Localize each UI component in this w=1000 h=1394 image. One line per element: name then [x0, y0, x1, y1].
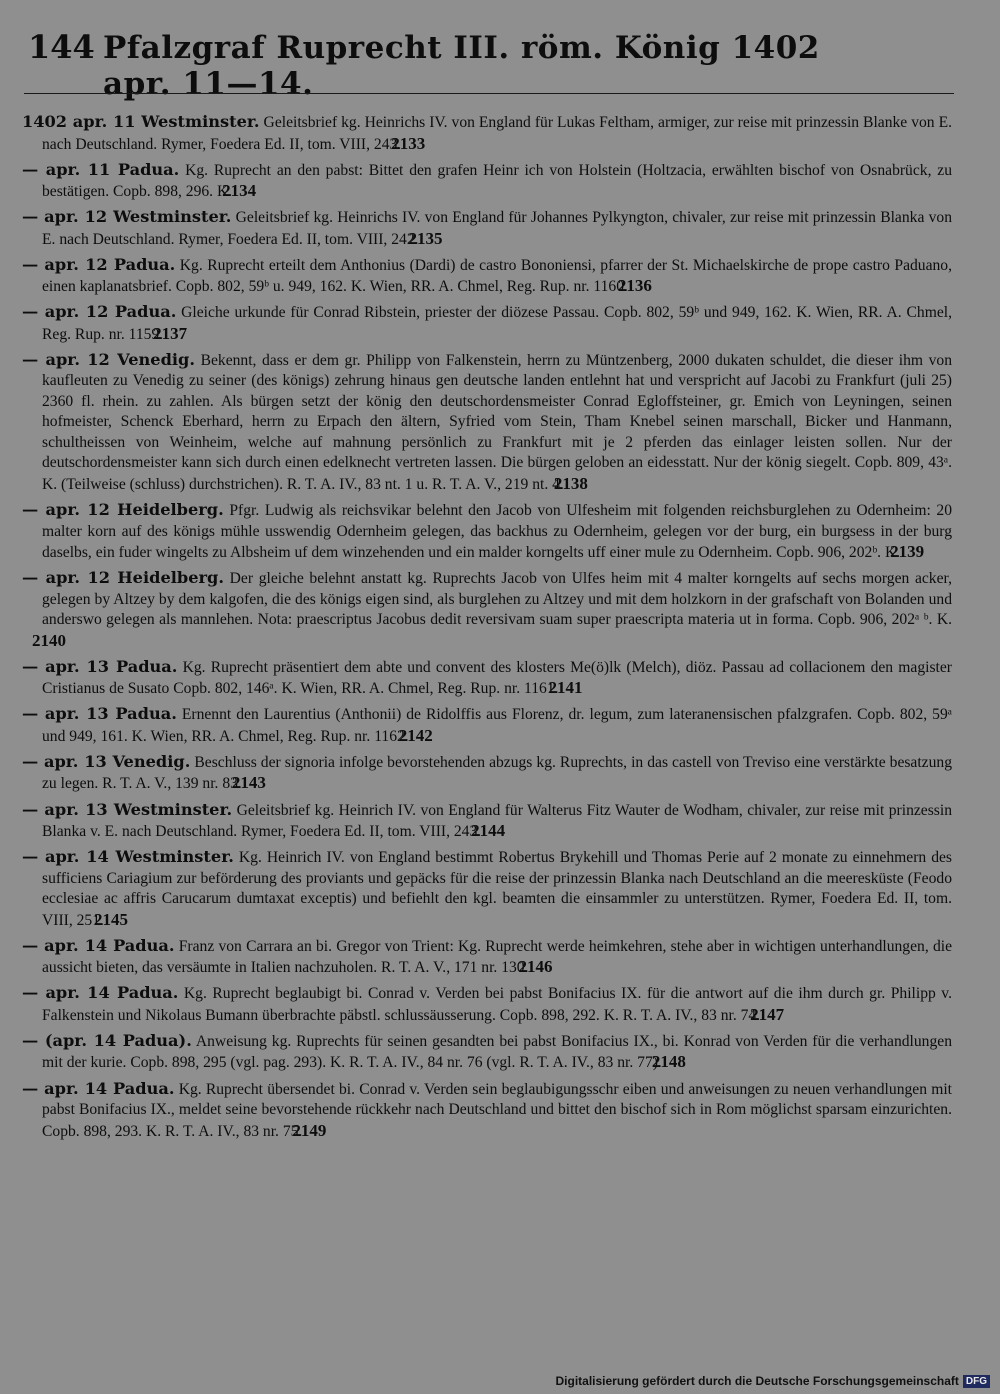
entry-date-place: — apr. 14 Padua.: [22, 983, 179, 1003]
entry-number: 2135: [408, 228, 443, 248]
entry-number: 2144: [471, 821, 506, 841]
page-number: 144: [28, 28, 95, 66]
entry-number: 2148: [651, 1052, 686, 1072]
entry-text: Bekennt, dass er dem gr. Philipp von Falkenstein, herrn zu Müntzenberg, 2000 dukaten schuldet, die dieser ihm von kaufleuten zu Venedig zu seiner (des königs) zehrung hinaus gen deutsche landen entlehnt hat und verspricht auf Jacobi zu Frankfurt (juli 25) 2360 fl. rhein. zu zahlen. Als bürgen setzt der könig den deutschordensmeister Conrad Egloffsteiner, gr. Emich von Leyningen, seinen hofmeister, Schenck Eberhard, herrn zu Erpach den ältern, Syfried vom Stein, Tham Knebel seinen marschall, Bicker und Hanmann, schultheissen von Weinheim, welche auf mahnung persönlich zu Frankfurt mit je 2 pferden das einlager leisten sollen. Nur der deutschordensmeister kann sich durch einen edelknecht vertreten lassen. Die bürgen geloben an eidesstatt. Nur der könig siegelt. Copb. 809, 43ᵃ. K. (Teilweise (schluss) durchstrichen). R. T. A. IV., 83 nt. 1 u. R. T. A. V., 219 nt. 4.: [42, 351, 952, 493]
regest-entry: [22, 302, 952, 345]
regest-entry: [22, 207, 952, 250]
footer: [555, 1374, 990, 1388]
entry-text: Geleitsbrief kg. Heinrichs IV. von England für Johannes Pylkyngton, chivaler, zur reise mit prinzessin Blanka von E. nach Deutschland. Rymer, Foedera Ed. II, tom. VIII, 242.: [42, 209, 952, 248]
regest-entry: [22, 1079, 952, 1143]
regest-entry: [22, 568, 952, 652]
entry-number: 2141: [548, 678, 583, 698]
entry-number: 2142: [398, 725, 433, 745]
regest-entry: [22, 350, 952, 496]
regest-entry: [22, 752, 952, 795]
entry-date-place: — apr. 14 Padua.: [22, 935, 175, 955]
regest-entry: [22, 800, 952, 843]
entry-date-place: 1402 apr. 11 Westminster.: [22, 112, 260, 131]
entry-number: 2138: [553, 473, 588, 493]
page-header: [28, 28, 868, 102]
header-rule: [24, 93, 954, 94]
entry-number: 2149: [292, 1120, 327, 1140]
entry-number: 2137: [153, 323, 188, 343]
regest-entry: [22, 847, 952, 931]
entry-number: 2146: [518, 957, 553, 977]
entry-date-place: — apr. 12 Padua.: [22, 254, 176, 274]
entry-date-place: — apr. 12 Venedig.: [22, 349, 195, 369]
entry-number: 2147: [750, 1004, 785, 1024]
entry-date-place: — apr. 13 Padua.: [22, 656, 178, 676]
entry-number: 2140: [32, 630, 66, 650]
regest-entry: [22, 936, 952, 979]
entry-text: Kg. Heinrich IV. von England bestimmt Robertus Brykehill und Thomas Perie auf 2 monate zu einnehmern des sufficiens Cariagium zur beförderung des proviants und gepäcks für die reise der prinzessin Blanka nach Deutschland an die meeresküste (Feodo ecclesiae ac affris Carucarum dumtaxat exceptis) und befiehlt den kgl. beamten die einsammler zu unterstützen. Rymer, Foedera Ed. II, tom. VIII, 251.: [42, 849, 952, 929]
entry-text: Pfgr. Ludwig als reichsvikar belehnt den Jacob von Ulfesheim mit folgenden reichsburglehen zu Odernheim: 20 malter korn auf des königs mühle usswendig Odernheim gelegen, das backhus zu Odernheim, gelegen vor der burg, ein burgsess in der burg daselbs, ein fuder wingelts zu Albsheim uf dem winzehenden und ein malder korngelts uff einer mule zu Odernheim. Copb. 906, 202ᵇ. K.: [42, 502, 952, 562]
entry-date-place: — apr. 13 Westminster.: [22, 799, 233, 819]
entry-text: Beschluss der signoria infolge bevorstehenden abzugs kg. Ruprechts, in das castell von Treviso eine verstärkte besatzung zu legen. R. T. A. V., 139 nr. 83.: [42, 753, 952, 793]
entry-number: 2133: [391, 133, 426, 153]
entry-text: Franz von Carrara an bi. Gregor von Trient: Kg. Ruprecht werde heimkehren, stehe aber in wichtigen unterhandlungen, die aussicht bieten, das versäumte in Italien nachzuholen. R. T. A. V., 171 nr. 130.: [42, 937, 952, 977]
entries-list: [22, 112, 952, 1147]
entry-text: Geleitsbrief kg. Heinrich IV. von England für Walterus Fitz Wauter de Wodham, chivaler, zur reise mit prinzessin Blanka v. E. nach Deutschland. Rymer, Foedera Ed. II, tom. VIII, 243.: [42, 801, 952, 841]
entry-number: 2139: [890, 542, 925, 562]
regest-entry: [22, 1031, 952, 1074]
regest-entry: [22, 704, 952, 747]
entry-date-place: — apr. 13 Venedig.: [22, 751, 191, 771]
entry-date-place: — (apr. 14 Padua).: [22, 1030, 192, 1050]
entry-text: Kg. Ruprecht an den pabst: Bittet den grafen Heinr ich von Holstein (Holtzacia, erwählten bischof von Osnabrück, zu bestätigen. Copb. 898, 296. K.: [42, 161, 952, 201]
entry-text: Geleitsbrief kg. Heinrichs IV. von England für Lukas Feltham, armiger, zur reise mit prinzessin Blanke von E. nach Deutschland. Rymer, Foedera Ed. II, tom. VIII, 243.: [42, 114, 952, 153]
entry-text: Gleiche urkunde für Conrad Ribstein, priester der diözese Passau. Copb. 802, 59ᵇ und 949, 162. K. Wien, RR. A. Chmel, Reg. Rup. nr. 1159.: [42, 304, 952, 343]
regest-entry: [22, 983, 952, 1026]
regest-entry: [22, 112, 952, 155]
entry-date-place: — apr. 11 Padua.: [22, 159, 180, 179]
running-title: Pfalzgraf Ruprecht III. röm. König 1402 apr. 11—14.: [102, 30, 820, 102]
entry-number: 2143: [231, 773, 266, 793]
entry-date-place: — apr. 14 Padua.: [22, 1078, 175, 1098]
entry-date-place: — apr. 14 Westminster.: [22, 847, 234, 867]
entry-date-place: — apr. 12 Westminster.: [22, 207, 232, 227]
dfg-logo-icon: DFG: [963, 1375, 990, 1388]
entry-text: Kg. Ruprecht erteilt dem Anthonius (Dardi) de castro Bononiensi, pfarrer der St. Michaelskirche de prope castro Paduano, einen kaplanatsbrief. Copb. 802, 59ᵇ u. 949, 162. K. Wien, RR. A. Chmel, Reg. Rup. nr. 1160.: [42, 256, 952, 296]
entry-text: Kg. Ruprecht übersendet bi. Conrad v. Verden sein beglaubigungsschr eiben und anweisungen zu neuen verhandlungen mit pabst Bonifacius IX., meldet seine bevorstehende rückkehr nach Deutschland und bittet den bischof sich in Rom möglichst sparsam einzurichten. Copb. 898, 293. K. R. T. A. IV., 83 nr. 75.: [42, 1080, 953, 1140]
regest-entry: [22, 255, 952, 298]
entry-text: Anweisung kg. Ruprechts für seinen gesandten bei pabst Bonifacius IX., bi. Konrad von Verden für die verhandlungen mit der kurie. Copb. 898, 295 (vgl. pag. 293). K. R. T. A. IV., 84 nr. 76 (vgl. R. T. A. IV., 83 nr. 77).: [42, 1032, 952, 1072]
regest-entry: [22, 160, 952, 203]
regest-entry: [22, 500, 952, 564]
entry-date-place: — apr. 13 Padua.: [22, 704, 177, 724]
entry-date-place: — apr. 12 Heidelberg.: [22, 568, 225, 588]
entry-number: 2134: [222, 181, 257, 201]
entry-number: 2136: [617, 276, 652, 296]
entry-text: Kg. Ruprecht präsentiert dem abte und convent des klosters Me(ö)lk (Melch), diöz. Passau ad collacionem den magister Cristianus de Susato Copb. 802, 146ᵃ. K. Wien, RR. A. Chmel, Reg. Rup. nr. 1161.: [42, 658, 952, 698]
regest-entry: [22, 657, 952, 700]
entry-date-place: — apr. 12 Padua.: [22, 302, 177, 322]
entry-text: Der gleiche belehnt anstatt kg. Ruprechts Jacob von Ulfes heim mit 4 malter korngelts auf sechs morgen acker, gelegen by Altzey by dem kalgofen, die des königs eigen sind, als burglehen zu Altzey und mit dem holzkorn in der grafschaft von Bolanden und anderswo gelegen als mannlehen. Nota: praescriptus Jacobus dedit reversivam suam super praescripta materia ut in forma. Copb. 906, 202ᵃ ᵇ. K.: [42, 570, 952, 629]
footer-text: Digitalisierung gefördert durch die Deutsche Forschungsgemeinschaft: [555, 1374, 959, 1388]
entry-number: 2145: [93, 909, 128, 929]
entry-text: Kg. Ruprecht beglaubigt bi. Conrad v. Verden bei pabst Bonifacius IX. für die antwort auf die ihm durch gr. Philipp v. Falkenstein und Nikolaus Bumann überbrachte päbstl. schlussäusserung. Copb. 898, 292. K. R. T. A. IV., 83 nr. 74.: [42, 985, 952, 1024]
entry-date-place: — apr. 12 Heidelberg.: [22, 500, 224, 520]
entry-text: Ernennt den Laurentius (Anthonii) de Ridolffis aus Florenz, dr. legum, zum lateranensischen pfalzgrafen. Copb. 802, 59ᵃ und 949, 161. K. Wien, RR. A. Chmel, Reg. Rup. nr. 1162.: [42, 706, 953, 745]
